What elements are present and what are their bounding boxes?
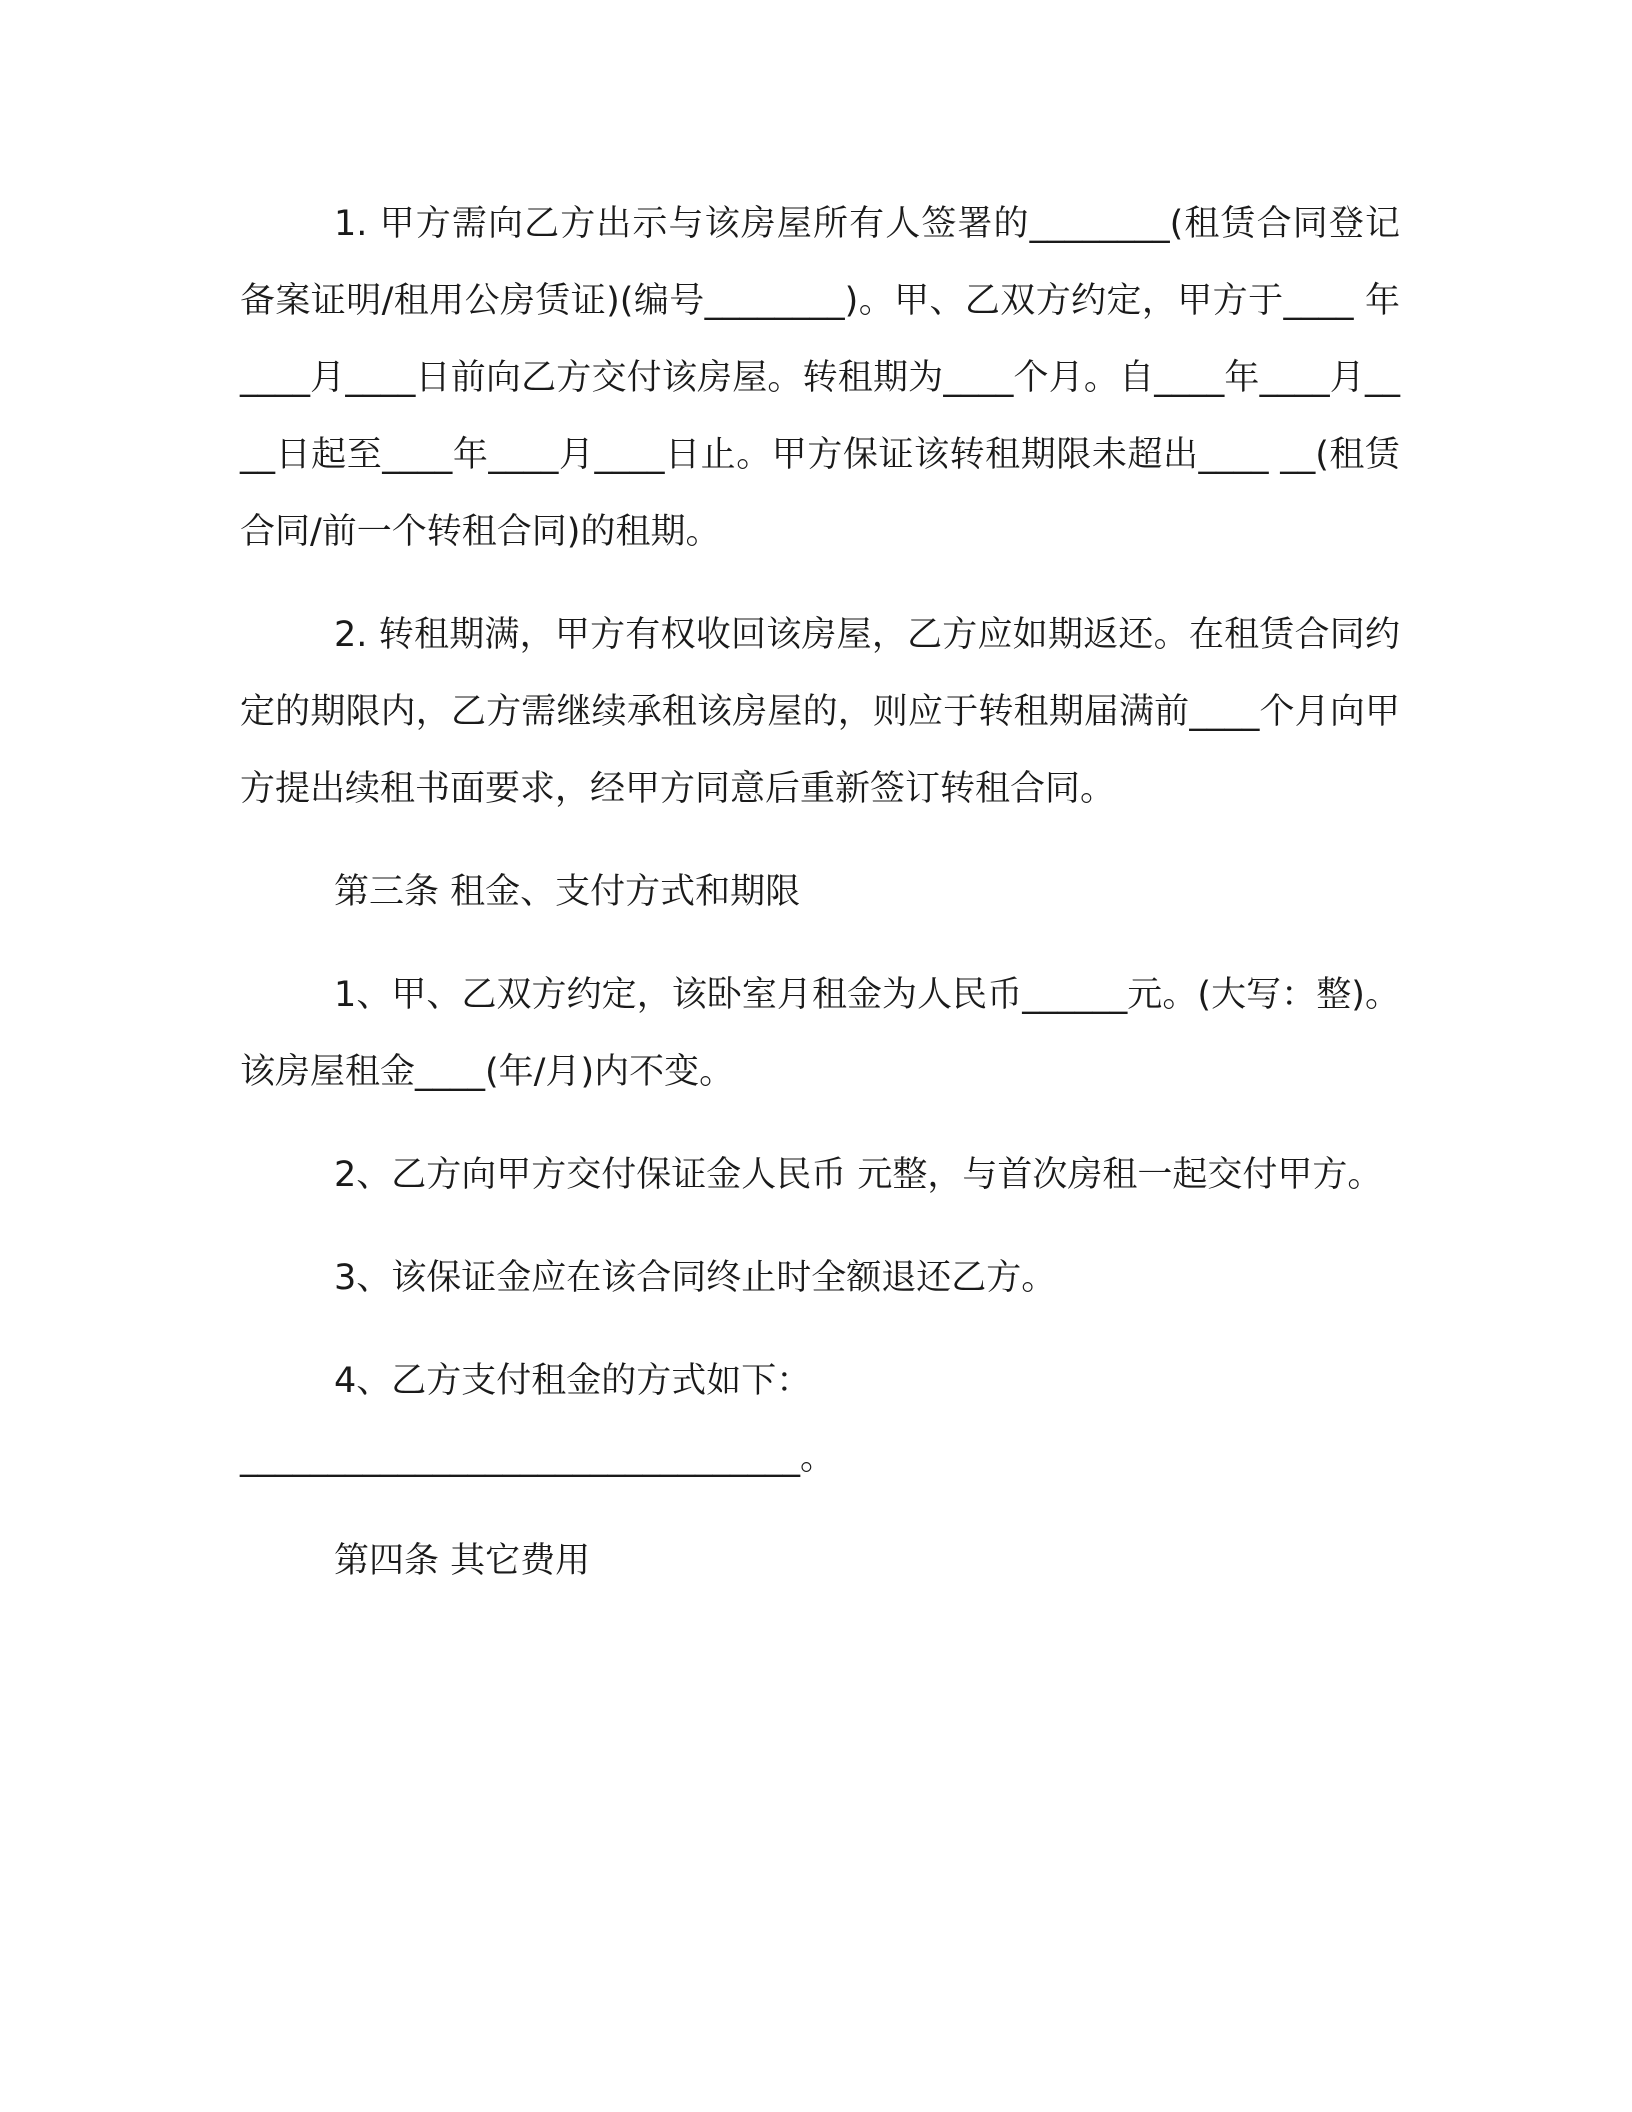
clause-1-paragraph: 1. 甲方需向乙方出示与该房屋所有人签署的________(租赁合同登记备案证明/租用公房赁证)(编号________)。甲、乙双方约定，甲方于____ 年____月____日前向乙方交付该房屋。转租期为____个月。自____年____月____日起至____年____月____日止。甲方保证该转租期限未超出____ __(租赁合同/前一个转租合同)的租期。 [240,204,1400,552]
article-3-item-1: 1、甲、乙双方约定，该卧室月租金为人民币______元。(大写：整)。该房屋租金____(年/月)内不变。 [240,975,1400,1092]
article-3-item-4: 4、乙方支付租金的方式如下： [334,1361,812,1401]
clause-2-paragraph: 2. 转租期满，甲方有权收回该房屋，乙方应如期返还。在租赁合同约定的期限内，乙方需继续承租该房屋的，则应于转租期届满前____个月向甲方提出续租书面要求，经甲方同意后重新签订转租合同。 [240,615,1400,809]
article-4-heading: 第四条 其它费用 [334,1541,591,1581]
payment-method-blank-line: ________________________________。 [240,1438,836,1478]
article-3-item-3: 3、该保证金应在该合同终止时全额退还乙方。 [334,1258,1057,1298]
article-3-heading: 第三条 租金、支付方式和期限 [334,872,801,912]
article-3-item-2: 2、乙方向甲方交付保证金人民币 元整，与首次房租一起交付甲方。 [334,1155,1383,1195]
document-body [240,186,1400,1626]
